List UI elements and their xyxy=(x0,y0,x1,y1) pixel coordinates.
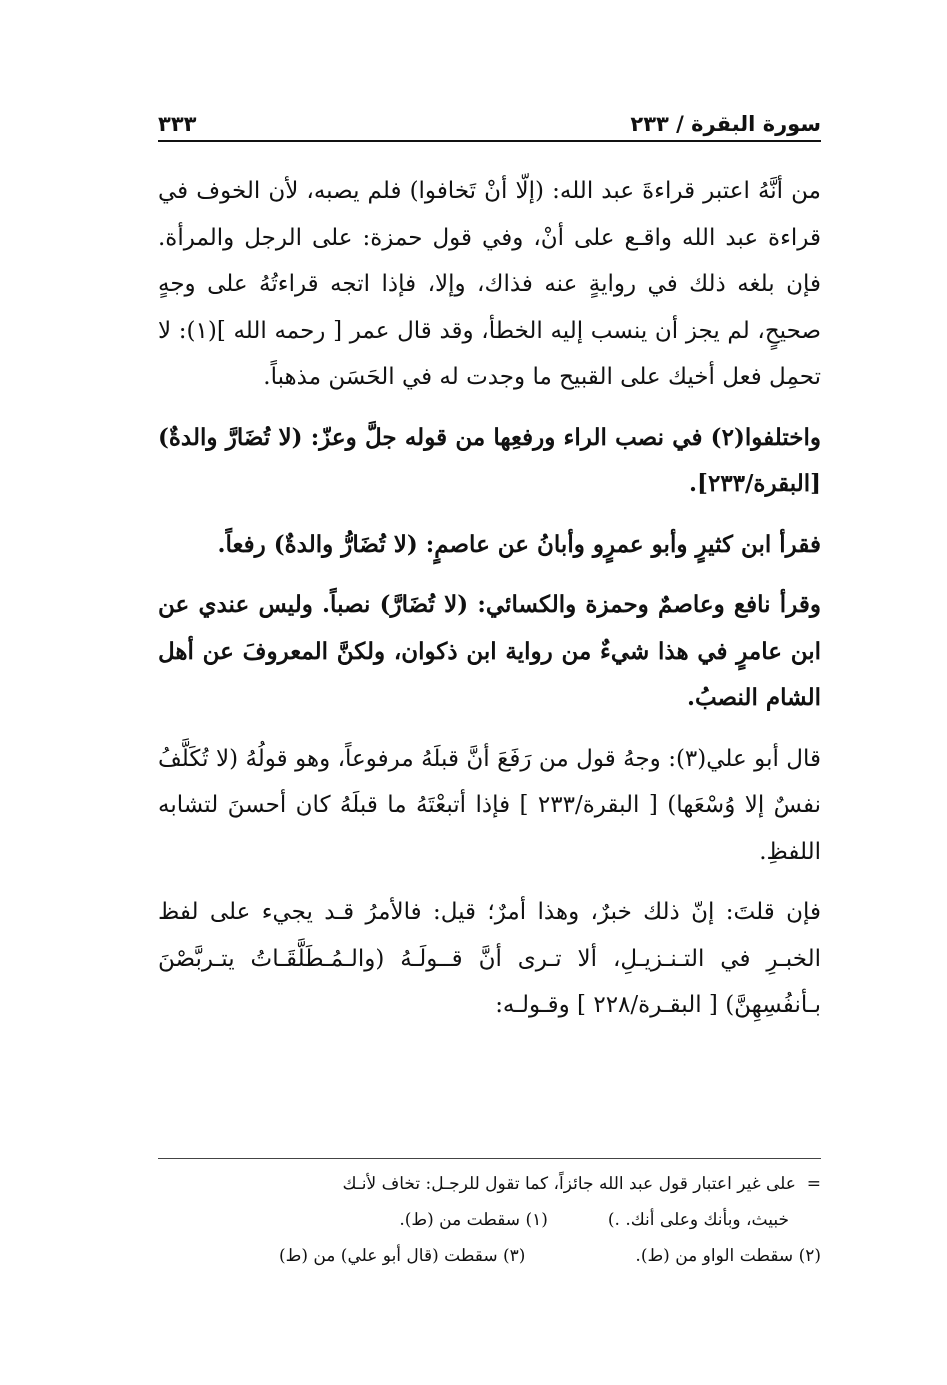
paragraph-5: قال أبو علي(٣): وجهُ قول من رَفَعَ أنَّ قبلَهُ مرفوعاً، وهو قولُهُ (لا تُكَلَّفُ نفسٌ إلا وُسْعَها) [ البقرة/٢٣٣ ] فإذا أتبعْتَهُ ما قبلَهُ كان أحسنَ لتشابه اللفظِ. xyxy=(158,745,821,865)
footnote-continuation xyxy=(158,1166,821,1202)
continuation-line-1: على غير اعتبار قول عبد الله جائزاً، كما تقول للرجـل: تخاف لأنـك xyxy=(342,1174,796,1194)
footnote-row-3 xyxy=(158,1238,821,1274)
paragraph-4: وقرأ نافع وعاصمٌ وحمزة والكسائي: (لا تُضَارَّ) نصباً. وليس عندي عن ابن عامرٍ في هذا شيءٌ من رواية ابن ذكوان، ولكنَّ المعروفَ عن أهل الشام النصبُ. xyxy=(158,591,821,711)
paragraph-2: واختلفوا(٢) في نصب الراء ورفعِها من قوله جلَّ وعزّ: (لا تُضَارَّ والدةٌ) [البقرة/٢٣٣]. xyxy=(158,423,821,497)
footnote-row-2 xyxy=(158,1202,821,1238)
continuation-mark: = xyxy=(806,1174,821,1194)
continuation-line-2: خبيث، وبأنك وعلى أنك. .) xyxy=(607,1210,789,1230)
main-text xyxy=(158,168,821,1043)
paragraph-1: من أنَّهُ اعتبر قراءةَ عبد الله: (إلّا أنْ تَخافوا) فلم يصبه، لأن الخوف في قراءة عبد الله واقـع على أنْ، وفي قول حمزة: على الرجل والمرأة. فإن بلغه ذلك في روايةٍ عنه فذاك، وإلا، فإذا اتجه قراءتُهُ على وجهٍ صحيحٍ، لم يجز أن ينسب إليه الخطأ، وقد قال عمر [ رحمه الله ](١): لا تحمِل فعل أخيك على القبيح ما وجدت له في الحَسَن مذهباً. xyxy=(158,178,821,390)
footnote-rule xyxy=(158,1158,821,1159)
footnote-continuation-text xyxy=(342,1166,821,1202)
page-number: ٣٣٣ xyxy=(158,112,197,136)
paragraph-6: فإن قلتَ: إنّ ذلك خبرٌ، وهذا أمرٌ؛ قيل: فالأمرُ قـد يجيء على لفظ الخبـرِ في التـنـزيـلِ، ألا تـرى أنَّ قــولَـهُ (والـمُـطَلَّقَـاتُ يتـربَّصْنَ بـأنفُسِهِنَّ) [ البقـرة/٢٢٨ ] وقـولـه: xyxy=(158,899,821,1018)
footnote-1: (١) سقطت من (ط). xyxy=(399,1210,548,1230)
footnote-3: (٣) سقطت (قال أبو علي) من (ط) xyxy=(278,1246,526,1266)
header-rule xyxy=(158,140,821,142)
running-header xyxy=(158,108,821,140)
paragraph-3: فقرأ ابن كثيرٍ وأبو عمرٍو وأبانُ عن عاصمٍ: (لا تُضَارُّ والدةٌ) رفعاً. xyxy=(217,530,821,558)
running-title: سورة البقرة / ٢٣٣ xyxy=(630,112,821,136)
footnote-2: (٢) سقطت الواو من (ط). xyxy=(635,1246,821,1266)
footnotes xyxy=(158,1166,821,1274)
